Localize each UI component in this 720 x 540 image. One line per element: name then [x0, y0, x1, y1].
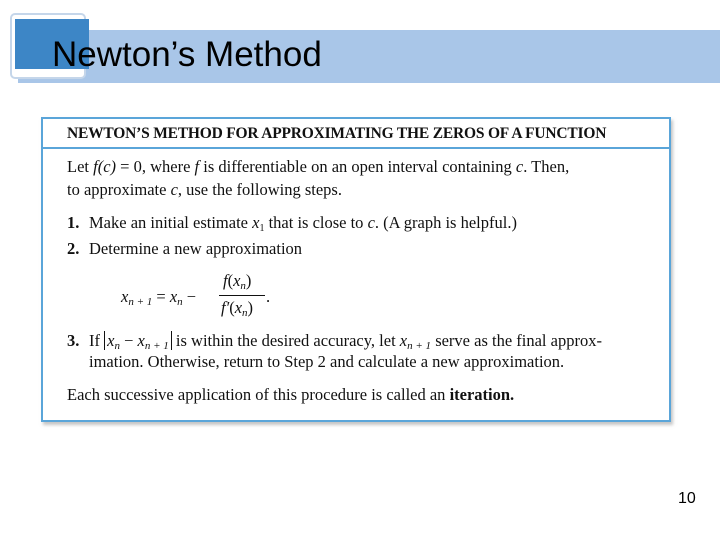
closing-text: Each successive application of this procedure is called an: [67, 385, 450, 404]
intro-text: Let: [67, 157, 94, 176]
step-text: that is close to: [264, 213, 368, 232]
step-text: . (A graph is helpful.): [374, 213, 517, 232]
math-operator: −: [182, 287, 197, 306]
math-x: x: [234, 298, 243, 317]
intro-fc: f(c): [93, 157, 117, 176]
intro-f: f: [194, 157, 200, 176]
intro-line-2: [67, 180, 342, 200]
formula-period: .: [266, 287, 271, 306]
intro-c: c: [170, 180, 178, 199]
page-number: 10: [678, 490, 696, 507]
math-subscript: n: [177, 296, 183, 308]
math-subscript: n: [242, 307, 248, 319]
math-x: x: [252, 213, 260, 232]
math-x: x: [137, 331, 145, 350]
math-f-prime: f′: [221, 298, 230, 317]
math-x: x: [399, 331, 408, 350]
fraction-bar: [219, 295, 265, 296]
intro-text: is differentiable on an open interval containing: [199, 157, 516, 176]
math-subscript: n: [240, 280, 246, 292]
step-text: Make an initial estimate: [89, 213, 253, 232]
math-x: x: [121, 287, 129, 306]
theorem-header: NEWTON’S METHOD FOR APPROXIMATING THE ZEROS OF A FUNCTION: [43, 119, 669, 149]
math-subscript: n + 1: [144, 340, 169, 352]
step-1: [67, 213, 517, 239]
math-c: c: [367, 213, 375, 232]
math-f: f: [223, 271, 228, 290]
math-subscript: n + 1: [407, 340, 432, 352]
newton-formula: [121, 271, 321, 323]
formula-numerator: f(xn): [223, 271, 252, 292]
step-text: If: [89, 331, 105, 350]
formula-denominator: f′(xn): [221, 298, 254, 319]
step-3-line-2: imation. Otherwise, return to Step 2 and calculate a new approximation.: [89, 352, 565, 371]
step-text: Determine a new approximation: [89, 239, 303, 258]
closing-term: iteration.: [449, 385, 515, 404]
absolute-value: [104, 331, 172, 350]
intro-text: = 0, where: [116, 157, 195, 176]
step-text: serve as the final approx-: [431, 331, 602, 350]
intro-text: . Then,: [523, 157, 570, 176]
intro-c: c: [515, 157, 524, 176]
math-operator: =: [152, 287, 170, 306]
step-2: [67, 239, 302, 259]
math-x: x: [107, 331, 115, 350]
intro-text: , use the following steps.: [177, 180, 342, 199]
step-number: 1.: [67, 213, 80, 232]
step-number: 2.: [67, 239, 80, 258]
math-x: x: [233, 271, 241, 290]
closing-line: [67, 385, 514, 405]
step-text: is within the desired accuracy, let: [171, 331, 400, 350]
formula-lhs: [121, 287, 196, 308]
step-number: 3.: [67, 331, 80, 350]
math-subscript: n + 1: [128, 296, 153, 308]
math-operator: −: [119, 331, 138, 350]
slide-title: Newton’s Method: [52, 35, 322, 74]
theorem-box: [41, 117, 671, 422]
math-subscript: 1: [259, 223, 265, 234]
math-x: x: [169, 287, 178, 306]
math-subscript: n: [114, 340, 120, 352]
intro-line-1: [67, 157, 569, 177]
intro-text: to approximate: [67, 180, 171, 199]
